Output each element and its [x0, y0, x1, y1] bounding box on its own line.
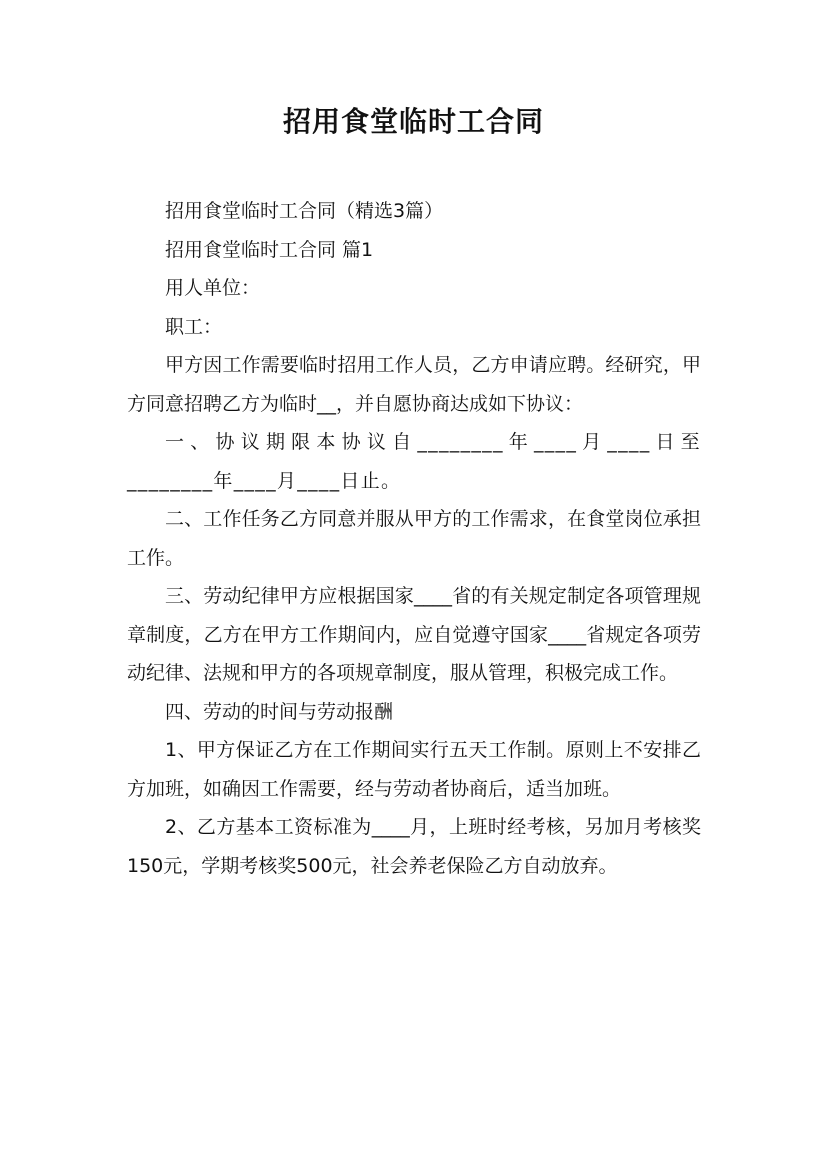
paragraph-intro: 甲方因工作需要临时招用工作人员，乙方申请应聘。经研究，甲方同意招聘乙方为临时__，并自愿协商达成如下协议：: [127, 354, 701, 415]
paragraph-hours-heading: 四、劳动的时间与劳动报酬: [165, 700, 394, 723]
paragraph-term: 一、协议期限本协议自________年____月____日至________年____月____日止。: [127, 431, 701, 492]
paragraph-employer: 用人单位：: [165, 277, 261, 299]
paragraph-subtitle: 招用食堂临时工合同（精选3篇）: [165, 200, 444, 222]
paragraph-employee: 职工：: [165, 315, 223, 338]
paragraph-section-heading: 招用食堂临时工合同 篇1: [165, 238, 374, 261]
paragraph-discipline: 三、劳动纪律甲方应根据国家____省的有关规定制定各项管理规章制度，乙方在甲方工作期间内，应自觉遵守国家____省规定各项劳动纪律、法规和甲方的各项规章制度，服从管理，积极完成工作。: [127, 585, 701, 684]
paragraph-hours-1: 1、甲方保证乙方在工作期间实行五天工作制。原则上不安排乙方加班，如确因工作需要，经与劳动者协商后，适当加班。: [127, 739, 701, 800]
paragraph-hours-2: 2、乙方基本工资标准为____月，上班时经考核，另加月考核奖150元，学期考核奖500元，社会养老保险乙方自动放弃。: [127, 816, 701, 877]
document-title: 招用食堂临时工合同: [282, 105, 544, 138]
document-body: [127, 192, 701, 885]
paragraph-duties: 二、工作任务乙方同意并服从甲方的工作需求，在食堂岗位承担工作。: [127, 508, 701, 569]
